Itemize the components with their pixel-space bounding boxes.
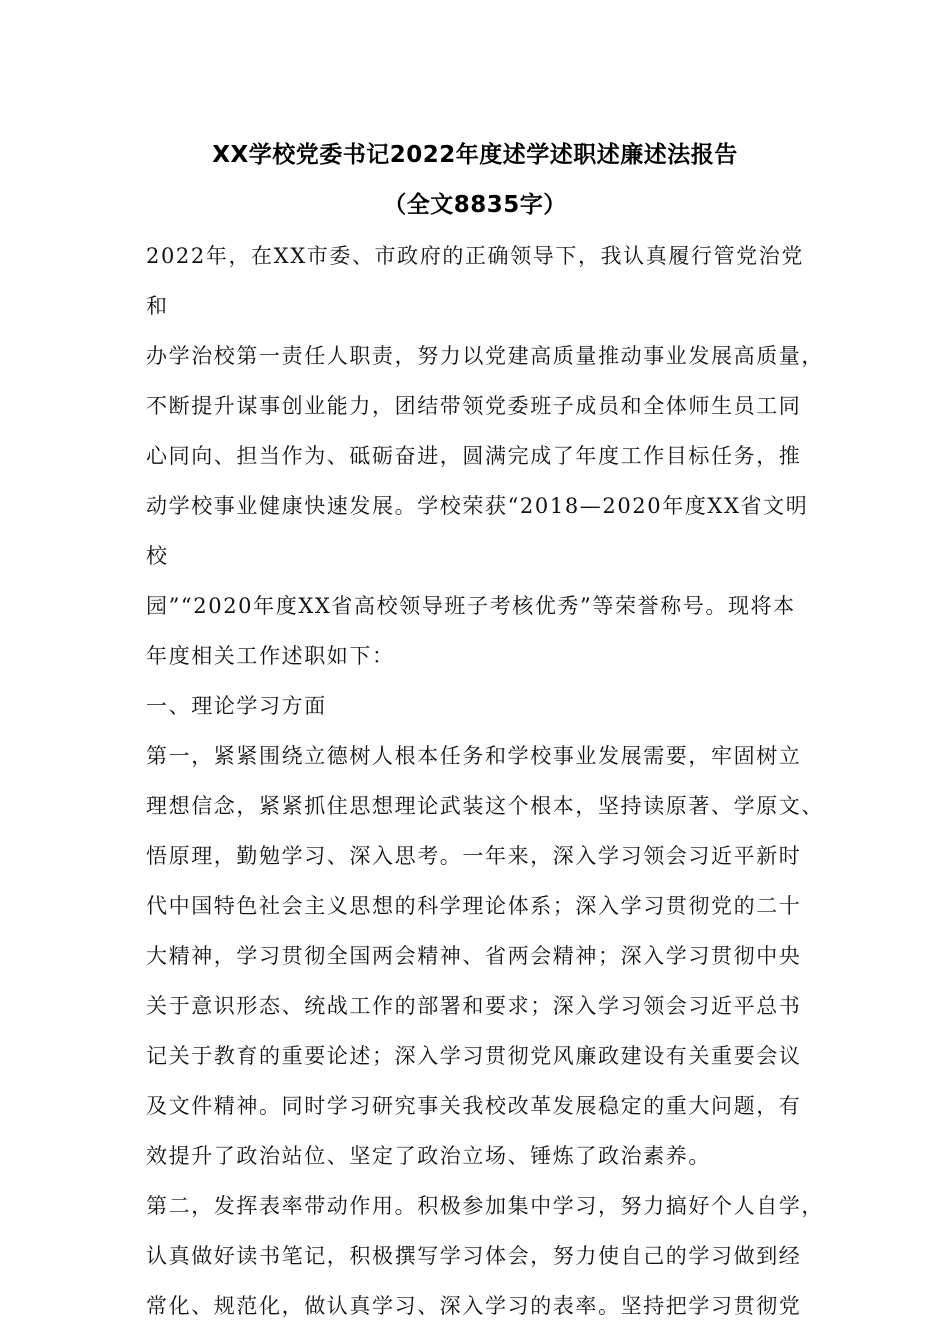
section-heading-theory-study: 一、理论学习方面 — [146, 694, 327, 718]
document-body — [146, 231, 826, 1331]
paragraph-first-point: 第一，紧紧围绕立德树人根本任务和学校事业发展需要，牢固树立 理想信念，紧紧抓住思想理论武装这个根本，坚持读原著、学原文、 悟原理，勤勉学习、深入思考。一年来，深入学习领会习近平新时 代中国特色社会主义思想的科学理论体系；深入学习贯彻党的二十 大精神，学习贯彻全国两会精神、省两会精神；深入学习贯彻中央 关于意识形态、统战工作的部署和要求；深入学习领会习近平总书 记关于教育的重要论述；深入学习贯彻党风廉政建设有关重要会议 及文件精神。同时学习研究事关我校改革发展稳定的重大问题，有 效提升了政治站位、坚定了政治立场、锤炼了政治素养。 — [146, 744, 824, 1168]
paragraph-second-point: 第二，发挥表率带动作用。积极参加集中学习，努力搞好个人自学， 认真做好读书笔记，积极撰写学习体会，努力使自己的学习做到经 常化、规范化，做认真学习、深入学习的表率。坚持把学习贯彻党 — [146, 1194, 824, 1318]
paragraph-intro: 2022年，在XX市委、市政府的正确领导下，我认真履行管党治党和 办学治校第一责任人职责，努力以党建高质量推动事业发展高质量， 不断提升谋事创业能力，团结带领党委班子成员和全体师生员工同 心同向、担当作为、砥砺奋进，圆满完成了年度工作目标任务，推 动学校事业健康快速发展。学校荣获“2018—2020年度XX省文明校 园”“2020年度XX省高校领导班子考核优秀”等荣誉称号。现将本 年度相关工作述职如下： — [146, 244, 824, 668]
document-title: XX学校党委书记2022年度述学述职述廉述法报告 — [212, 142, 738, 168]
document-subtitle: （全文8835字） — [383, 192, 567, 218]
